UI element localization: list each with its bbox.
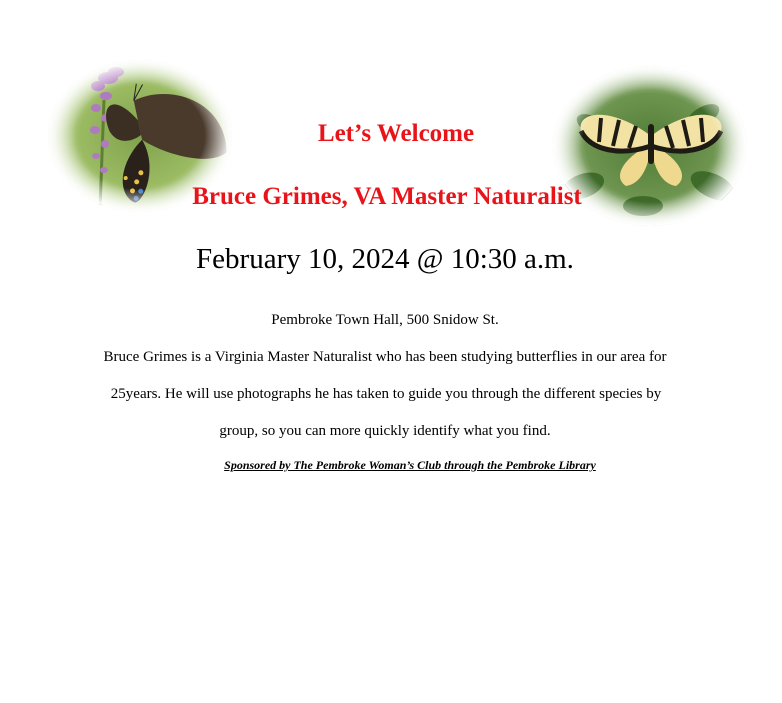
description-line: 25years. He will use photographs he has taken to guide you through the different species by (110, 386, 662, 402)
welcome-heading: Let’s Welcome (317, 120, 475, 147)
event-location: Pembroke Town Hall, 500 Snidow St. (271, 312, 499, 328)
description-line: group, so you can more quickly identify what you find. (219, 423, 551, 439)
event-datetime: February 10, 2024 @ 10:30 a.m. (196, 243, 574, 275)
speaker-heading: Bruce Grimes, VA Master Naturalist (192, 183, 582, 210)
description-line: Bruce Grimes is a Virginia Master Naturalist who has been studying butterflies in our area for (103, 349, 667, 365)
sponsor-note: Sponsored by The Pembroke Woman’s Club through the Pembroke Library (224, 458, 596, 472)
